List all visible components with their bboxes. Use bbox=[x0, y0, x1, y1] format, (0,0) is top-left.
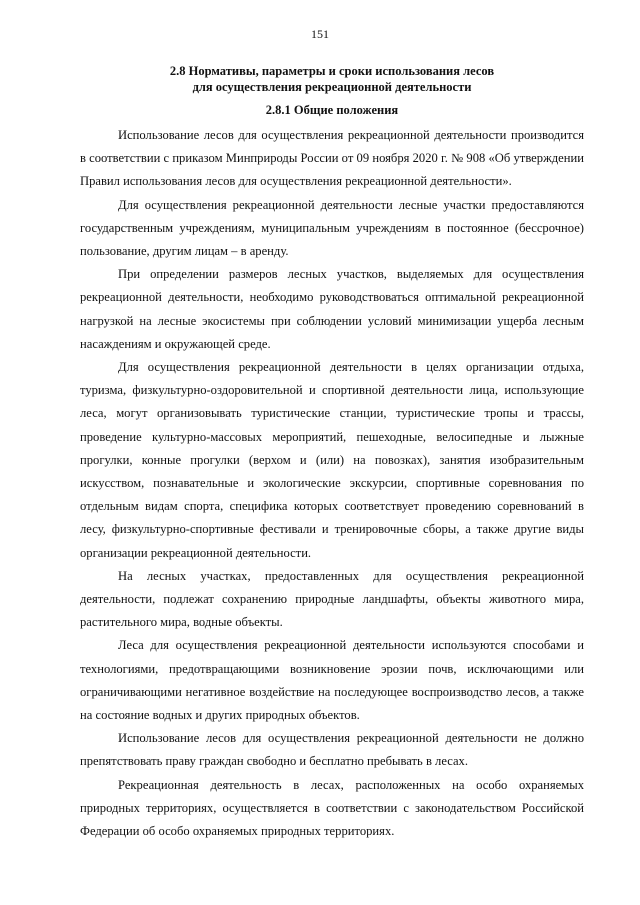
page-number: 151 bbox=[311, 27, 329, 41]
paragraph: Использование лесов для осуществления рекреационной деятельности производится в соответствии с приказом Минприроды России от 09 ноября 2020 г. № 908 «Об утверждении Правил использования лесов для осуществления рекреационной деятельности». bbox=[80, 128, 584, 189]
subsection-title: 2.8.1 Общие положения bbox=[265, 103, 399, 117]
section-title-line-2: для осуществления рекреационной деятельности bbox=[192, 80, 472, 94]
body-text bbox=[80, 124, 584, 843]
section-title-line-1: 2.8 Нормативы, параметры и сроки использования лесов bbox=[169, 64, 495, 78]
paragraph: Использование лесов для осуществления рекреационной деятельности не должно препятствовать праву граждан свободно и бесплатно пребывать в лесах. bbox=[80, 731, 584, 769]
paragraph: При определении размеров лесных участков, выделяемых для осуществления рекреационной деятельности, необходимо руководствоваться оптимальной рекреационной нагрузкой на лесные экосистемы при соблюдении условий минимизации ущерба лесным насаждениям и окружающей среде. bbox=[80, 267, 584, 351]
paragraph: Леса для осуществления рекреационной деятельности используются способами и технологиями, предотвращающими возникновение эрозии почв, исключающими или ограничивающими негативное воздействие на последующее воспроизводство лесов, а также на состояние водных и других природных объектов. bbox=[80, 638, 584, 723]
paragraph: Для осуществления рекреационной деятельности в целях организации отдыха, туризма, физкультурно-оздоровительной и спортивной деятельности лица, использующие леса, могут организовывать туристические станции, туристические тропы и трассы, проведение культурно-массовых мероприятий, пешеходные, велосипедные и лыжные прогулки, конные прогулки (верхом и (или) на повозках), занятия изобразительным искусством, познавательные и экологические экскурсии, спортивные соревнования по отдельным видам спорта, специфика которых соответствует проведению соревнований в лесу, физкультурно-спортивные фестивали и тренировочные сборы, а также другие виды организации рекреационной деятельности. bbox=[80, 360, 584, 560]
paragraph: Для осуществления рекреационной деятельности лесные участки предоставляются государственным учреждениям, муниципальным учреждениям в постоянное (бессрочное) пользование, другим лицам – в аренду. bbox=[80, 197, 584, 259]
paragraph: На лесных участках, предоставленных для осуществления рекреационной деятельности, подлежат сохранению природные ландшафты, объекты животного мира, растительного мира, водные объекты. bbox=[80, 568, 584, 630]
paragraph: Рекреационная деятельность в лесах, расположенных на особо охраняемых природных территориях, осуществляется в соответствии с законодательством Российской Федерации об особо охраняемых природных территориях. bbox=[80, 777, 584, 839]
